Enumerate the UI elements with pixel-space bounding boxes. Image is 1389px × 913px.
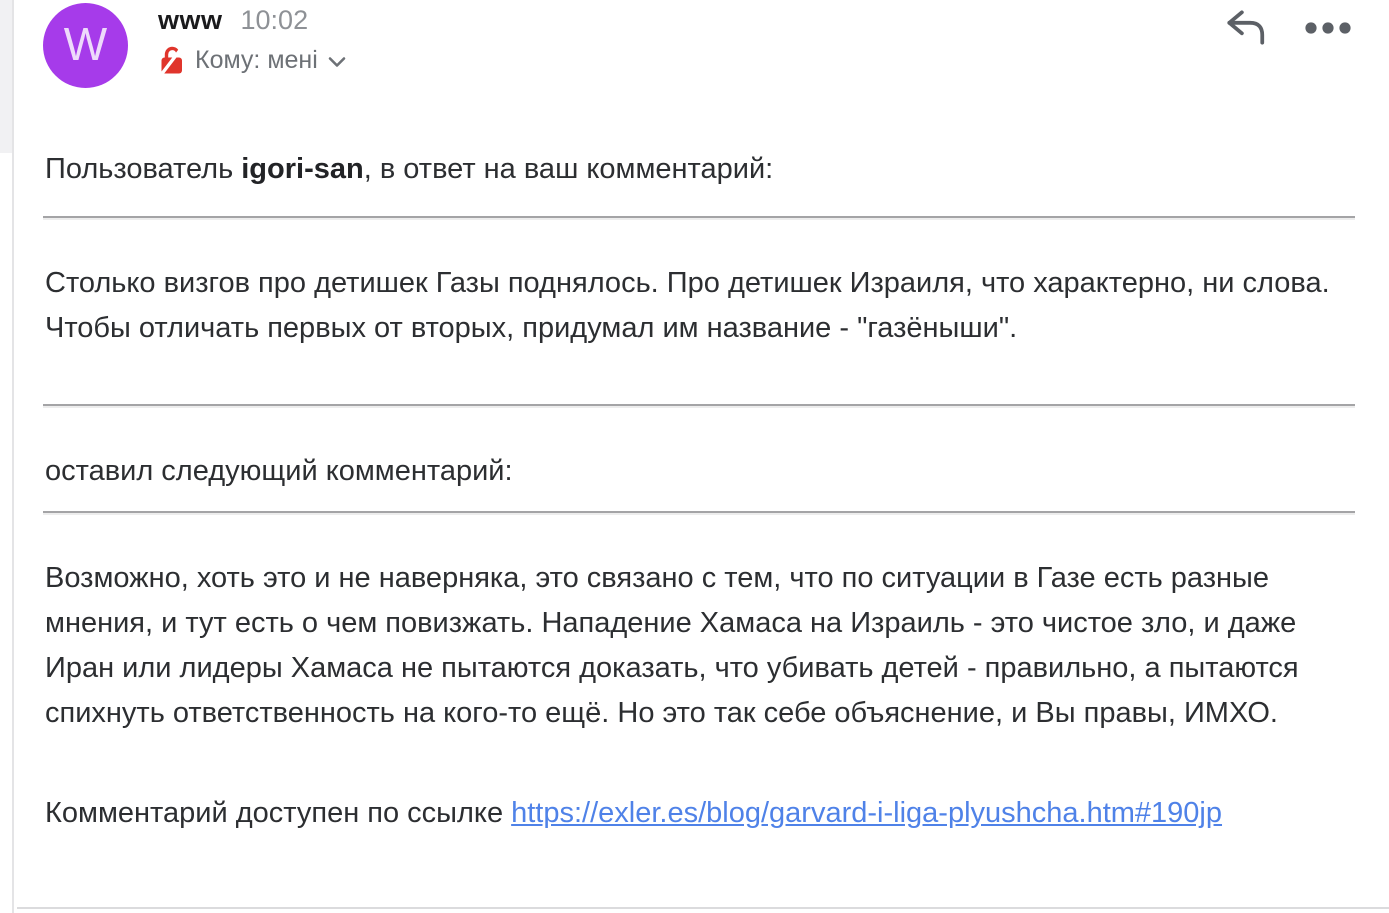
more-options-button[interactable]: [1298, 8, 1358, 48]
sender-avatar[interactable]: [43, 3, 128, 88]
comment-link-line: [45, 791, 1353, 836]
chevron-down-icon: [328, 56, 346, 68]
quoted-comment: Столько визгов про детишек Газы поднялось. Про детишек Израиля, что характерно, ни слова. Чтобы отличать первых от вторых, придумал им название - "газёныши".: [45, 267, 1330, 344]
sender-row: [158, 5, 308, 36]
middle-line: оставил следующий комментарий:: [45, 455, 513, 487]
intro-suffix: , в ответ на ваш комментарий:: [363, 153, 774, 185]
recipient-toggle[interactable]: [160, 44, 346, 76]
sender-name: www: [158, 5, 223, 35]
link-prefix: Комментарий доступен по ссылке: [45, 797, 512, 829]
reply-comment: Возможно, хоть это и не наверняка, это связано с тем, что по ситуации в Газе есть разные мнения, и тут есть о чем повизжать. Нападение Хамаса на Израиль - это чистое зло, и даже Иран или лидеры Хамаса не пытаются доказать, что убивать детей - правильно, а пытаются спихнуть ответственность на кого-то ещё. Но это так себе объяснение, и Вы правы, ИМХО.: [45, 562, 1299, 729]
adjacent-pane-edge: [0, 0, 12, 153]
username: igori-san: [241, 153, 364, 185]
unencrypted-lock-icon: [160, 46, 184, 75]
pane-divider: [12, 0, 14, 913]
ellipsis-icon: [1304, 21, 1352, 35]
to-label: Кому: мені: [195, 45, 318, 74]
intro-prefix: Пользователь: [45, 153, 242, 185]
comment-link[interactable]: https://exler.es/blog/garvard-i-liga-plyushcha.htm#190jp: [511, 797, 1223, 829]
notification-intro: [45, 147, 1353, 192]
section-divider: [43, 216, 1355, 218]
sent-time: 10:02: [240, 5, 309, 35]
section-divider: [43, 404, 1355, 406]
section-divider: [43, 511, 1355, 513]
avatar-initial: W: [63, 17, 108, 70]
bottom-divider: [17, 907, 1389, 909]
reply-icon: [1222, 7, 1268, 47]
reply-button[interactable]: [1218, 4, 1272, 50]
